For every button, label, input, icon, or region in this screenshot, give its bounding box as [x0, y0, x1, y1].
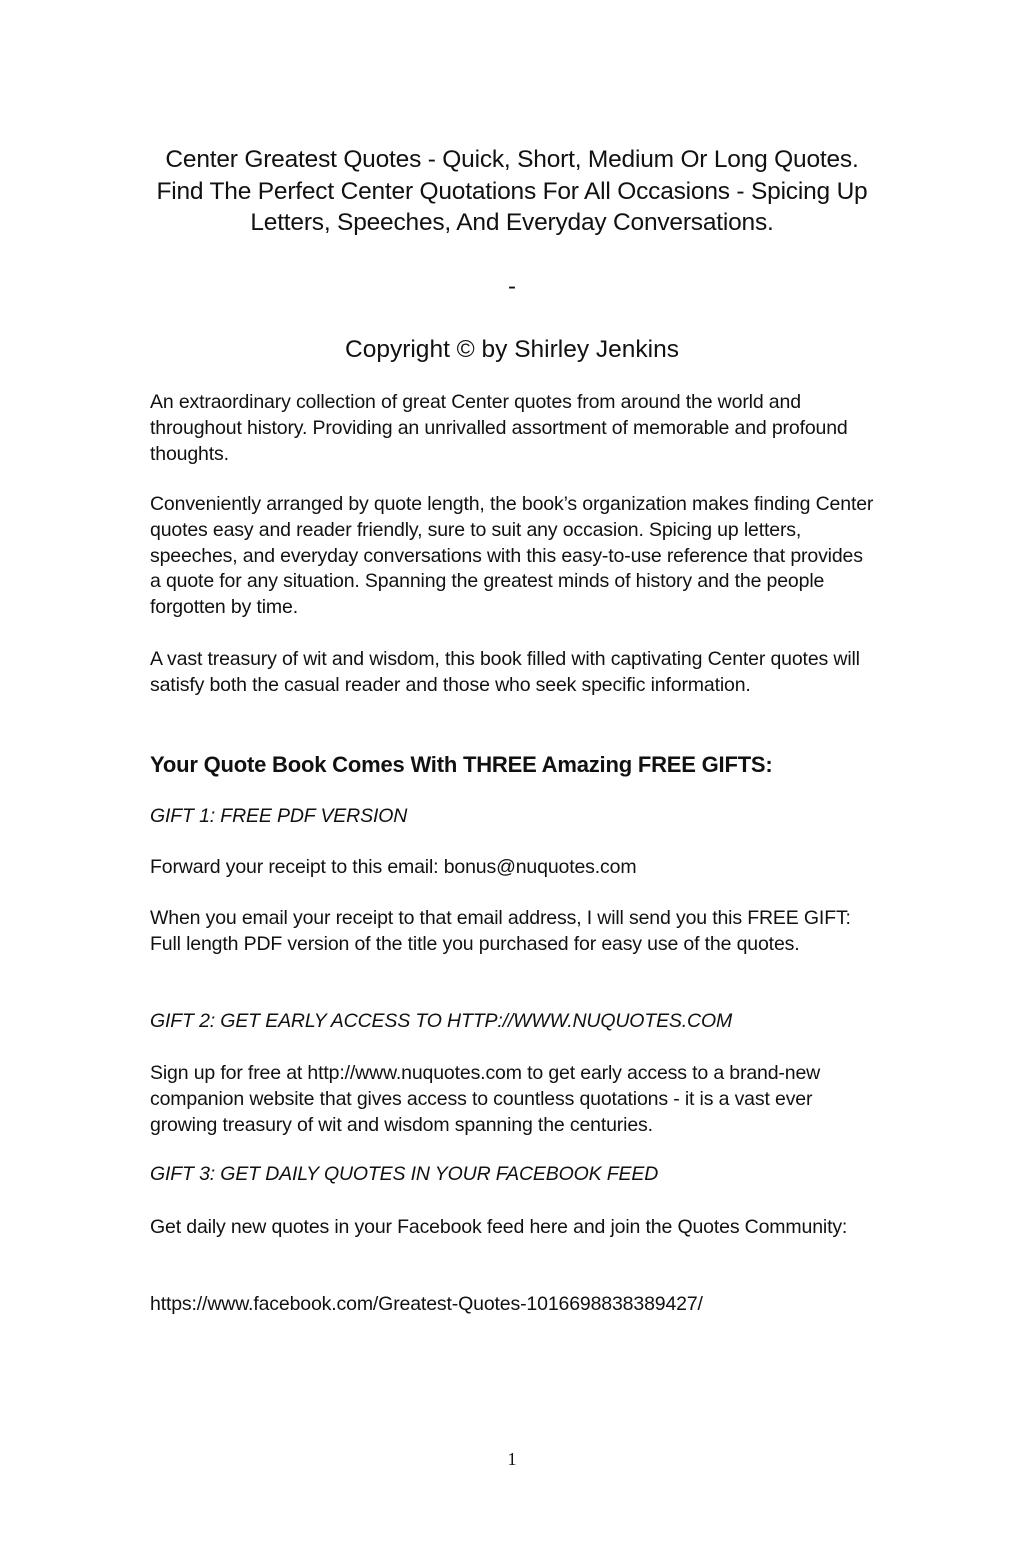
- gifts-heading: Your Quote Book Comes With THREE Amazing FREE GIFTS:: [150, 752, 773, 777]
- intro-paragraph-1: An extraordinary collection of great Center quotes from around the world and throughout history. Providing an unrivalled assortment of memorable and profound thoughts.: [150, 391, 848, 465]
- gift-3-title: GIFT 3: GET DAILY QUOTES IN YOUR FACEBOOK FEED: [150, 1163, 659, 1185]
- gift-1-email-line: Forward your receipt to this email: bonus@nuquotes.com: [150, 856, 637, 878]
- title-separator: -: [508, 273, 516, 300]
- gift-2-title: GIFT 2: GET EARLY ACCESS TO HTTP://WWW.NUQUOTES.COM: [150, 1010, 733, 1032]
- gift-1-description: When you email your receipt to that email address, I will send you this FREE GIFT: Full length PDF version of the title you purchased for easy use of the quotes.: [150, 907, 851, 955]
- copyright-line: Copyright © by Shirley Jenkins: [345, 336, 679, 363]
- intro-paragraph-3: A vast treasury of wit and wisdom, this book filled with captivating Center quotes will satisfy both the casual reader and those who seek specific information.: [150, 648, 860, 696]
- intro-paragraph-2: Conveniently arranged by quote length, the book’s organization makes finding Center quotes easy and reader friendly, sure to suit any occasion. Spicing up letters, speeches, and everyday conversations with this easy-to-use reference that provides a quote for any situation. Spanning the greatest minds of history and the people forgotten by time.: [150, 493, 874, 619]
- document-title: Center Greatest Quotes - Quick, Short, Medium Or Long Quotes. Find The Perfect Center Quotations For All Occasions - Spicing Up Letters, Speeches, And Everyday Conversations.: [156, 146, 868, 236]
- gift-1-title: GIFT 1: FREE PDF VERSION: [150, 805, 408, 827]
- gift-3-description: Get daily new quotes in your Facebook feed here and join the Quotes Community:: [150, 1216, 848, 1238]
- gift-2-description: Sign up for free at http://www.nuquotes.com to get early access to a brand-new companion website that gives access to countless quotations - it is a vast ever growing treasury of wit and wisdom spanning the centuries.: [150, 1062, 821, 1136]
- facebook-link[interactable]: https://www.facebook.com/Greatest-Quotes-1016698838389427/: [150, 1293, 703, 1315]
- page-number: 1: [507, 1449, 517, 1469]
